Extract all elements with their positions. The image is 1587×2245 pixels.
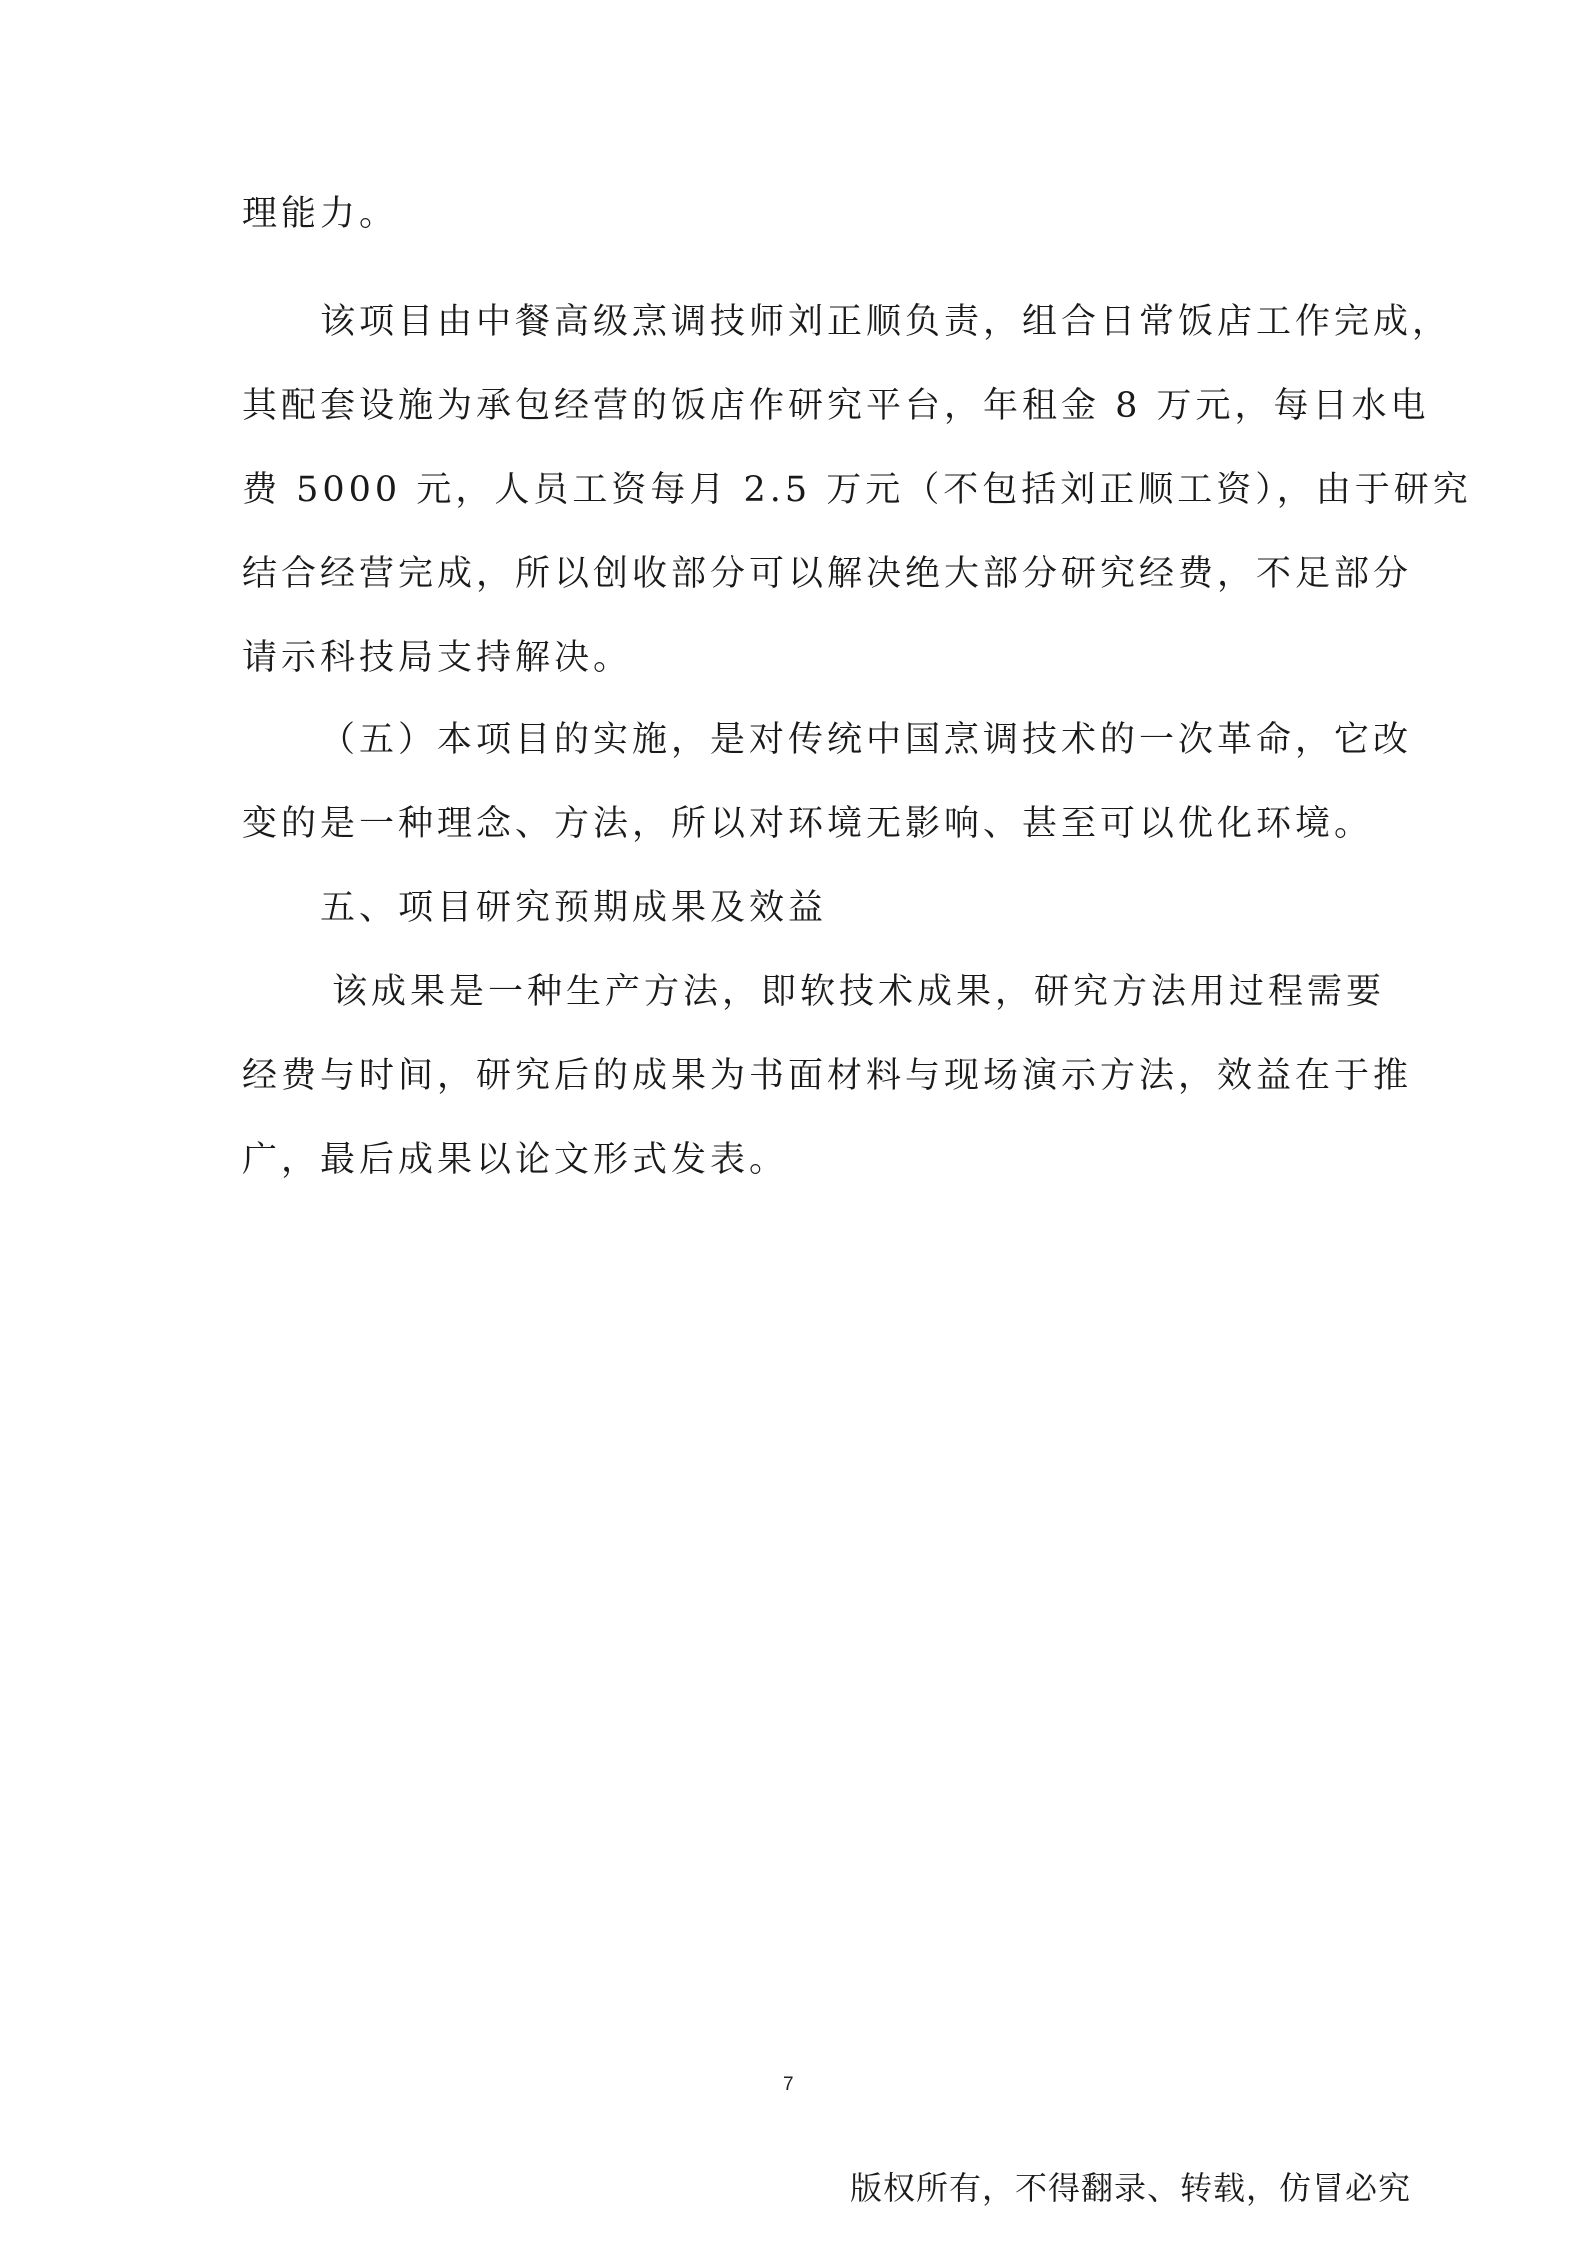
paragraph-line: 理能力。 [242,194,399,234]
paragraph-line: 该成果是一种生产方法，即软技术成果，研究方法用过程需要 [332,972,1386,1012]
paragraph-line: 该项目由中餐高级烹调技师刘正顺负责，组合日常饭店工作完成， [320,302,1452,342]
paragraph-line: 其配套设施为承包经营的饭店作研究平台，年租金 8 万元，每日水电 [242,386,1430,426]
paragraph-line: 经费与时间，研究后的成果为书面材料与现场演示方法，效益在于推 [242,1056,1413,1096]
paragraph-line: 请示科技局支持解决。 [242,638,633,678]
paragraph-line: 广，最后成果以论文形式发表。 [242,1140,789,1180]
copyright-notice: 版权所有，不得翻录、转载，仿冒必究 [850,2169,1412,2207]
page-number: 7 [783,2074,794,2095]
paragraph-line: 费 5000 元，人员工资每月 2.5 万元（不包括刘正顺工资），由于研究 [242,470,1472,510]
section-heading: 五、项目研究预期成果及效益 [320,888,828,928]
paragraph-line: 变的是一种理念、方法，所以对环境无影响、甚至可以优化环境。 [242,804,1374,844]
paragraph-line: （五）本项目的实施，是对传统中国烹调技术的一次革命，它改 [320,720,1413,760]
paragraph-line: 结合经营完成，所以创收部分可以解决绝大部分研究经费，不足部分 [242,554,1413,594]
